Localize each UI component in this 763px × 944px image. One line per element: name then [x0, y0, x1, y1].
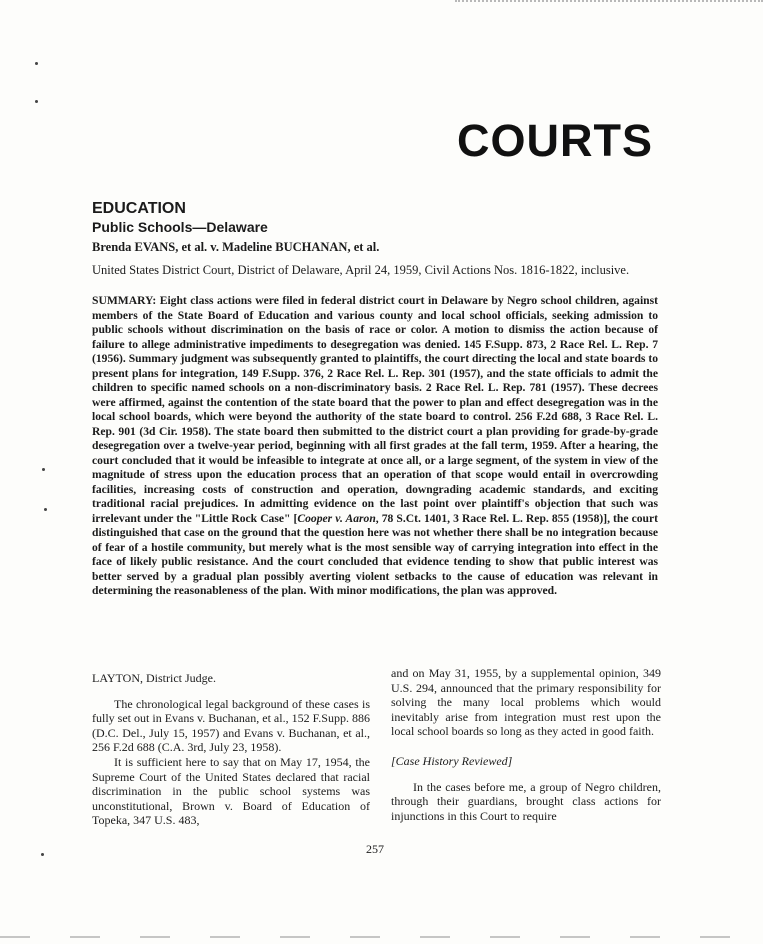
- opinion-paragraph: It is sufficient here to say that on May 17, 1954, the Supreme Court of the United States declared that racial discrimination in the public school systems was unconstitutional, Brown v. Board of Education of Topeka, 347 U.S. 483,: [92, 754, 370, 828]
- opinion-paragraph: and on May 31, 1955, by a supplemental opinion, 349 U.S. 294, announced that the primary responsibility for solving the many local problems which would inevitably arise from integration must rest upon the local school boards so long as they acted in good faith.: [391, 666, 661, 739]
- section-heading: EDUCATION: [92, 200, 186, 217]
- court-info: United States District Court, District of Delaware, April 24, 1959, Civil Actions Nos. 1816-1822, inclusive.: [92, 263, 630, 277]
- judge-name: LAYTON, District Judge.: [92, 671, 216, 685]
- scan-speck: [44, 508, 47, 511]
- scan-speck: [41, 853, 44, 856]
- summary-paragraph: [92, 294, 658, 599]
- scan-speck: [35, 62, 38, 65]
- summary-text: Eight class actions were filed in federal district court in Delaware by Negro school children, against members of the State Board of Education and various county and local school officials, seeking admission to public schools without discrimination on the basis of race or color. A motion to dismiss the action because of failure to allege administrative impediments to desegregation was denied. 145 F.Supp. 873, 2 Race Rel. L. Rep. 7 (1956). Summary judgment was subsequently granted to plaintiffs, the court directing the local and state boards to present plans for integration, 149 F.Supp. 376, 2 Race Rel. L. Rep. 301 (1957), and the state officials to admit the children to specific named schools on a non-discriminatory basis. 2 Race Rel. L. Rep. 781 (1957). These decrees were affirmed, against the contention of the state board that the power to plan and effect desegregation was in the local school boards, which were beyond the authority of the state board to control. 256 F.2d 688, 3 Race Rel. L. Rep. 901 (3d Cir. 1958). The state board then submitted to the district court a plan providing for grade-by-grade desegregation over a twelve-year period, beginning with all first grades at the fall term, 1959. After a hearing, the court concluded that it would be infeasible to integrate at once all, or a large segment, of the system in view of the magnitude of stress upon the education process that an operation of that scope would entail in overcrowding facilities, increasing costs of construction and operation, downgrading academic standards, and exciting traditional racial prejudices. In admitting evidence on the last point over plaintiff's objection that such was irrelevant under the "Little Rock Case" [: [92, 294, 658, 525]
- page-number: 257: [366, 842, 384, 856]
- opinion-right-column: [391, 666, 661, 823]
- opinion-left-column: [92, 671, 370, 828]
- page-title: COURTS: [457, 115, 653, 166]
- top-scan-edge: [455, 0, 763, 5]
- summary-text-end: , 78 S.Ct. 1401, 3 Race Rel. L. Rep. 855 (1958)], the court distinguished that case on the ground that the question here was not whether there shall be no integration because of fear of a hostile community, but merely what is the most sensible way of carrying integration into effect in the face of likely public resistance. And the court concluded that evidence tending to show that public interest was better served by a gradual plan possibly averting violent setbacks to the cause of education was relevant in determining the reasonableness of the plan. With minor modifications, the plan was approved.: [92, 511, 658, 597]
- opinion-paragraph: The chronological legal background of these cases is fully set out in Evans v. Buchanan, et al., 152 F.Supp. 886 (D.C. Del., July 15, 1957) and Evans v. Buchanan, et al., 256 F.2d 688 (C.A. 3rd, July 23, 1958).: [92, 696, 370, 755]
- opinion-subheading: [Case History Reviewed]: [391, 753, 513, 768]
- summary-label: SUMMARY:: [92, 294, 157, 307]
- opinion-paragraph: In the cases before me, a group of Negro children, through their guardians, brought class actions for injunctions in this Court to require: [391, 779, 661, 823]
- bottom-scan-edge: [0, 936, 763, 938]
- case-name: Brenda EVANS, et al. v. Madeline BUCHANAN, et al.: [92, 240, 380, 254]
- subsection-heading: Public Schools—Delaware: [92, 219, 268, 235]
- scan-speck: [35, 100, 38, 103]
- scan-speck: [42, 468, 45, 471]
- case-citation: Cooper v. Aaron: [297, 511, 376, 525]
